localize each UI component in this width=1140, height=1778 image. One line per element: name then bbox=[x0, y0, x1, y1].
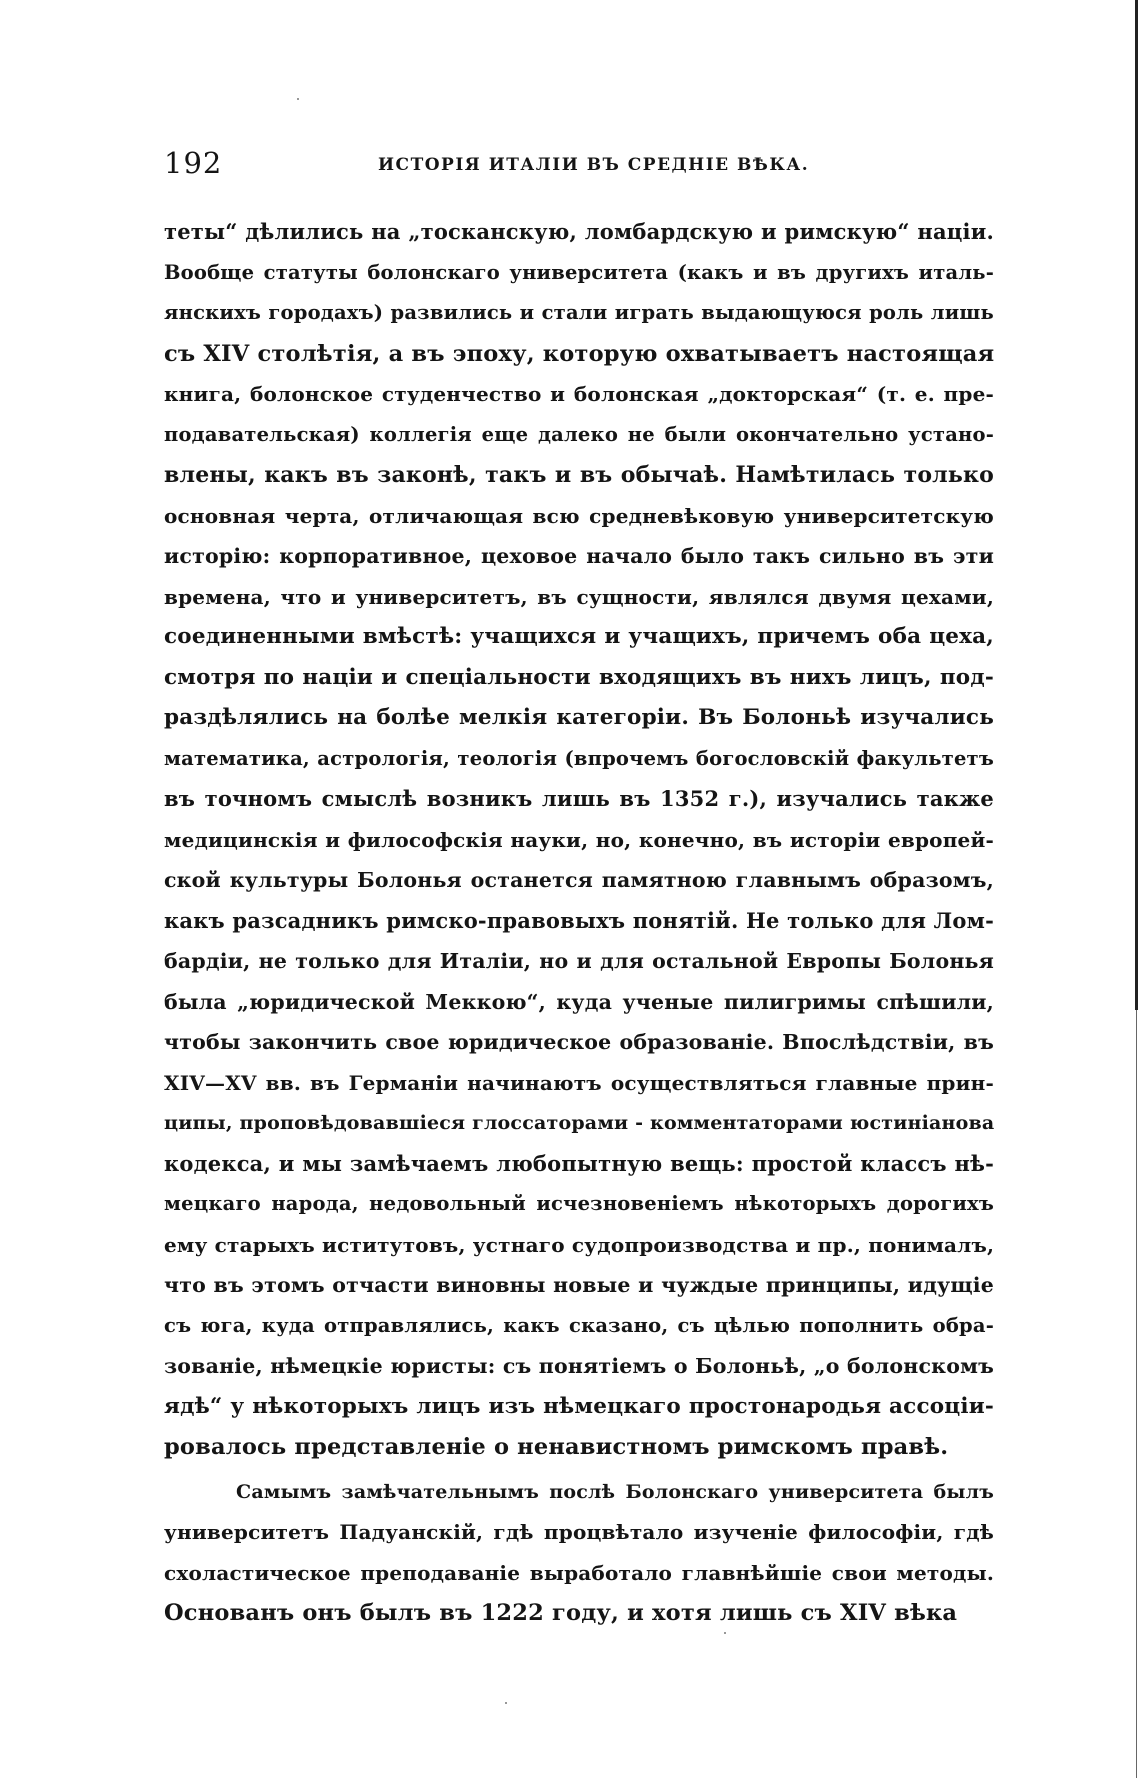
text-line: влены, какъ въ законѣ, такъ и въ обычаѣ. Намѣтилась только bbox=[164, 462, 994, 488]
page-body bbox=[164, 212, 994, 1634]
text-line: чтобы закончить свое юридическое образованіе. Впослѣдствіи, въ bbox=[164, 1030, 994, 1054]
text-line: соединенными вмѣстѣ: учащихся и учащихъ, причемъ оба цеха, bbox=[164, 624, 994, 649]
text-line: зованіе, нѣмецкіе юристы: съ понятіемъ о Болоньѣ, „о болонскомъ bbox=[164, 1354, 994, 1378]
text-line: Основанъ онъ былъ въ 1222 году, и хотя лишь съ XIV вѣка bbox=[164, 1600, 958, 1626]
text-line: XIV—XV вв. въ Германіи начинаютъ осуществляться главные прин- bbox=[164, 1070, 994, 1095]
text-line: въ точномъ смыслѣ возникъ лишь въ 1352 г.), изучались также bbox=[164, 786, 994, 811]
text-line: Вообще статуты болонскаго университета (какъ и въ другихъ италь- bbox=[164, 260, 994, 284]
text-line: ципы, проповѣдовавшіеся глоссаторами - комментаторами юстиніанова bbox=[164, 1112, 995, 1134]
paragraph-1 bbox=[164, 212, 994, 1468]
text-line: янскихъ городахъ) развились и стали играть выдающуюся роль лишь bbox=[164, 301, 994, 324]
text-line: смотря по націи и спеціальности входящихъ въ нихъ лицъ, под- bbox=[164, 664, 994, 690]
text-line: книга, болонское студенчество и болонская „докторская“ (т. е. пре- bbox=[164, 382, 994, 406]
text-line: подавательская) коллегія еще далеко не были окончательно устано- bbox=[164, 422, 994, 446]
text-line: раздѣлялись на болѣе мелкія категоріи. Въ Болоньѣ изучались bbox=[164, 705, 994, 730]
text-line: Самымъ замѣчательнымъ послѣ Болонскаго университета былъ bbox=[236, 1480, 994, 1503]
scan-speck bbox=[297, 98, 299, 100]
text-line: мецкаго народа, недовольный исчезновеніемъ нѣкоторыхъ дорогихъ bbox=[164, 1192, 994, 1215]
running-title: ИСТОРІЯ ИТАЛІИ ВЪ СРЕДНІЕ ВѢКА. bbox=[378, 155, 810, 175]
text-line: ровалось представленіе о ненавистномъ римскомъ правѣ. bbox=[164, 1434, 949, 1460]
text-line: была „юридической Меккою“, куда ученые пилигримы спѣшили, bbox=[164, 989, 994, 1014]
text-line: съ XIV столѣтія, а въ эпоху, которую охватываетъ настоящая bbox=[164, 340, 995, 367]
text-line: теты“ дѣлились на „тосканскую, ломбардскую и римскую“ націи. bbox=[164, 219, 994, 244]
text-line: медицинскія и философскія науки, но, конечно, въ исторіи европей- bbox=[164, 827, 994, 852]
paragraph-2 bbox=[164, 1472, 994, 1634]
text-line: схоластическое преподаваніе выработало главнѣйшіе свои методы. bbox=[164, 1560, 994, 1585]
text-line: кодекса, и мы замѣчаемъ любопытную вещь: простой классъ нѣ- bbox=[164, 1150, 994, 1176]
text-line: математика, астрологія, теологія (впрочемъ богословскій факультетъ bbox=[164, 746, 994, 770]
text-line: ему старыхъ иститутовъ, устнаго судопроизводства и пр., понималъ, bbox=[164, 1232, 995, 1257]
text-line: съ юга, куда отправлялись, какъ сказано, съ цѣлью пополнить обра- bbox=[164, 1313, 994, 1337]
page-edge-shadow bbox=[1135, 0, 1138, 1010]
text-line: ядѣ“ у нѣкоторыхъ лицъ изъ нѣмецкаго простонародья ассоціи- bbox=[164, 1393, 994, 1419]
text-line: что въ этомъ отчасти виновны новые и чуждые принципы, идущіе bbox=[164, 1273, 994, 1297]
scan-speck bbox=[505, 1702, 507, 1704]
text-line: университетъ Падуанскій, гдѣ процвѣтало изученіе философіи, гдѣ bbox=[164, 1520, 994, 1544]
text-line: бардіи, не только для Италіи, но и для остальной Европы Болонья bbox=[164, 949, 994, 973]
text-line: какъ разсадникъ римско-правовыхъ понятій. Не только для Лом- bbox=[164, 907, 994, 933]
page-header bbox=[164, 146, 994, 186]
page-edge-shadow-lower bbox=[1136, 1010, 1137, 1778]
text-line: ской культуры Болонья останется памятною главнымъ образомъ, bbox=[164, 868, 994, 892]
text-line: времена, что и университетъ, въ сущности, являлся двумя цехами, bbox=[164, 584, 994, 609]
text-line: исторію: корпоративное, цеховое начало было такъ сильно въ эти bbox=[164, 544, 994, 568]
text-line: основная черта, отличающая всю средневѣковую университетскую bbox=[164, 503, 994, 528]
page-number: 192 bbox=[164, 146, 223, 180]
